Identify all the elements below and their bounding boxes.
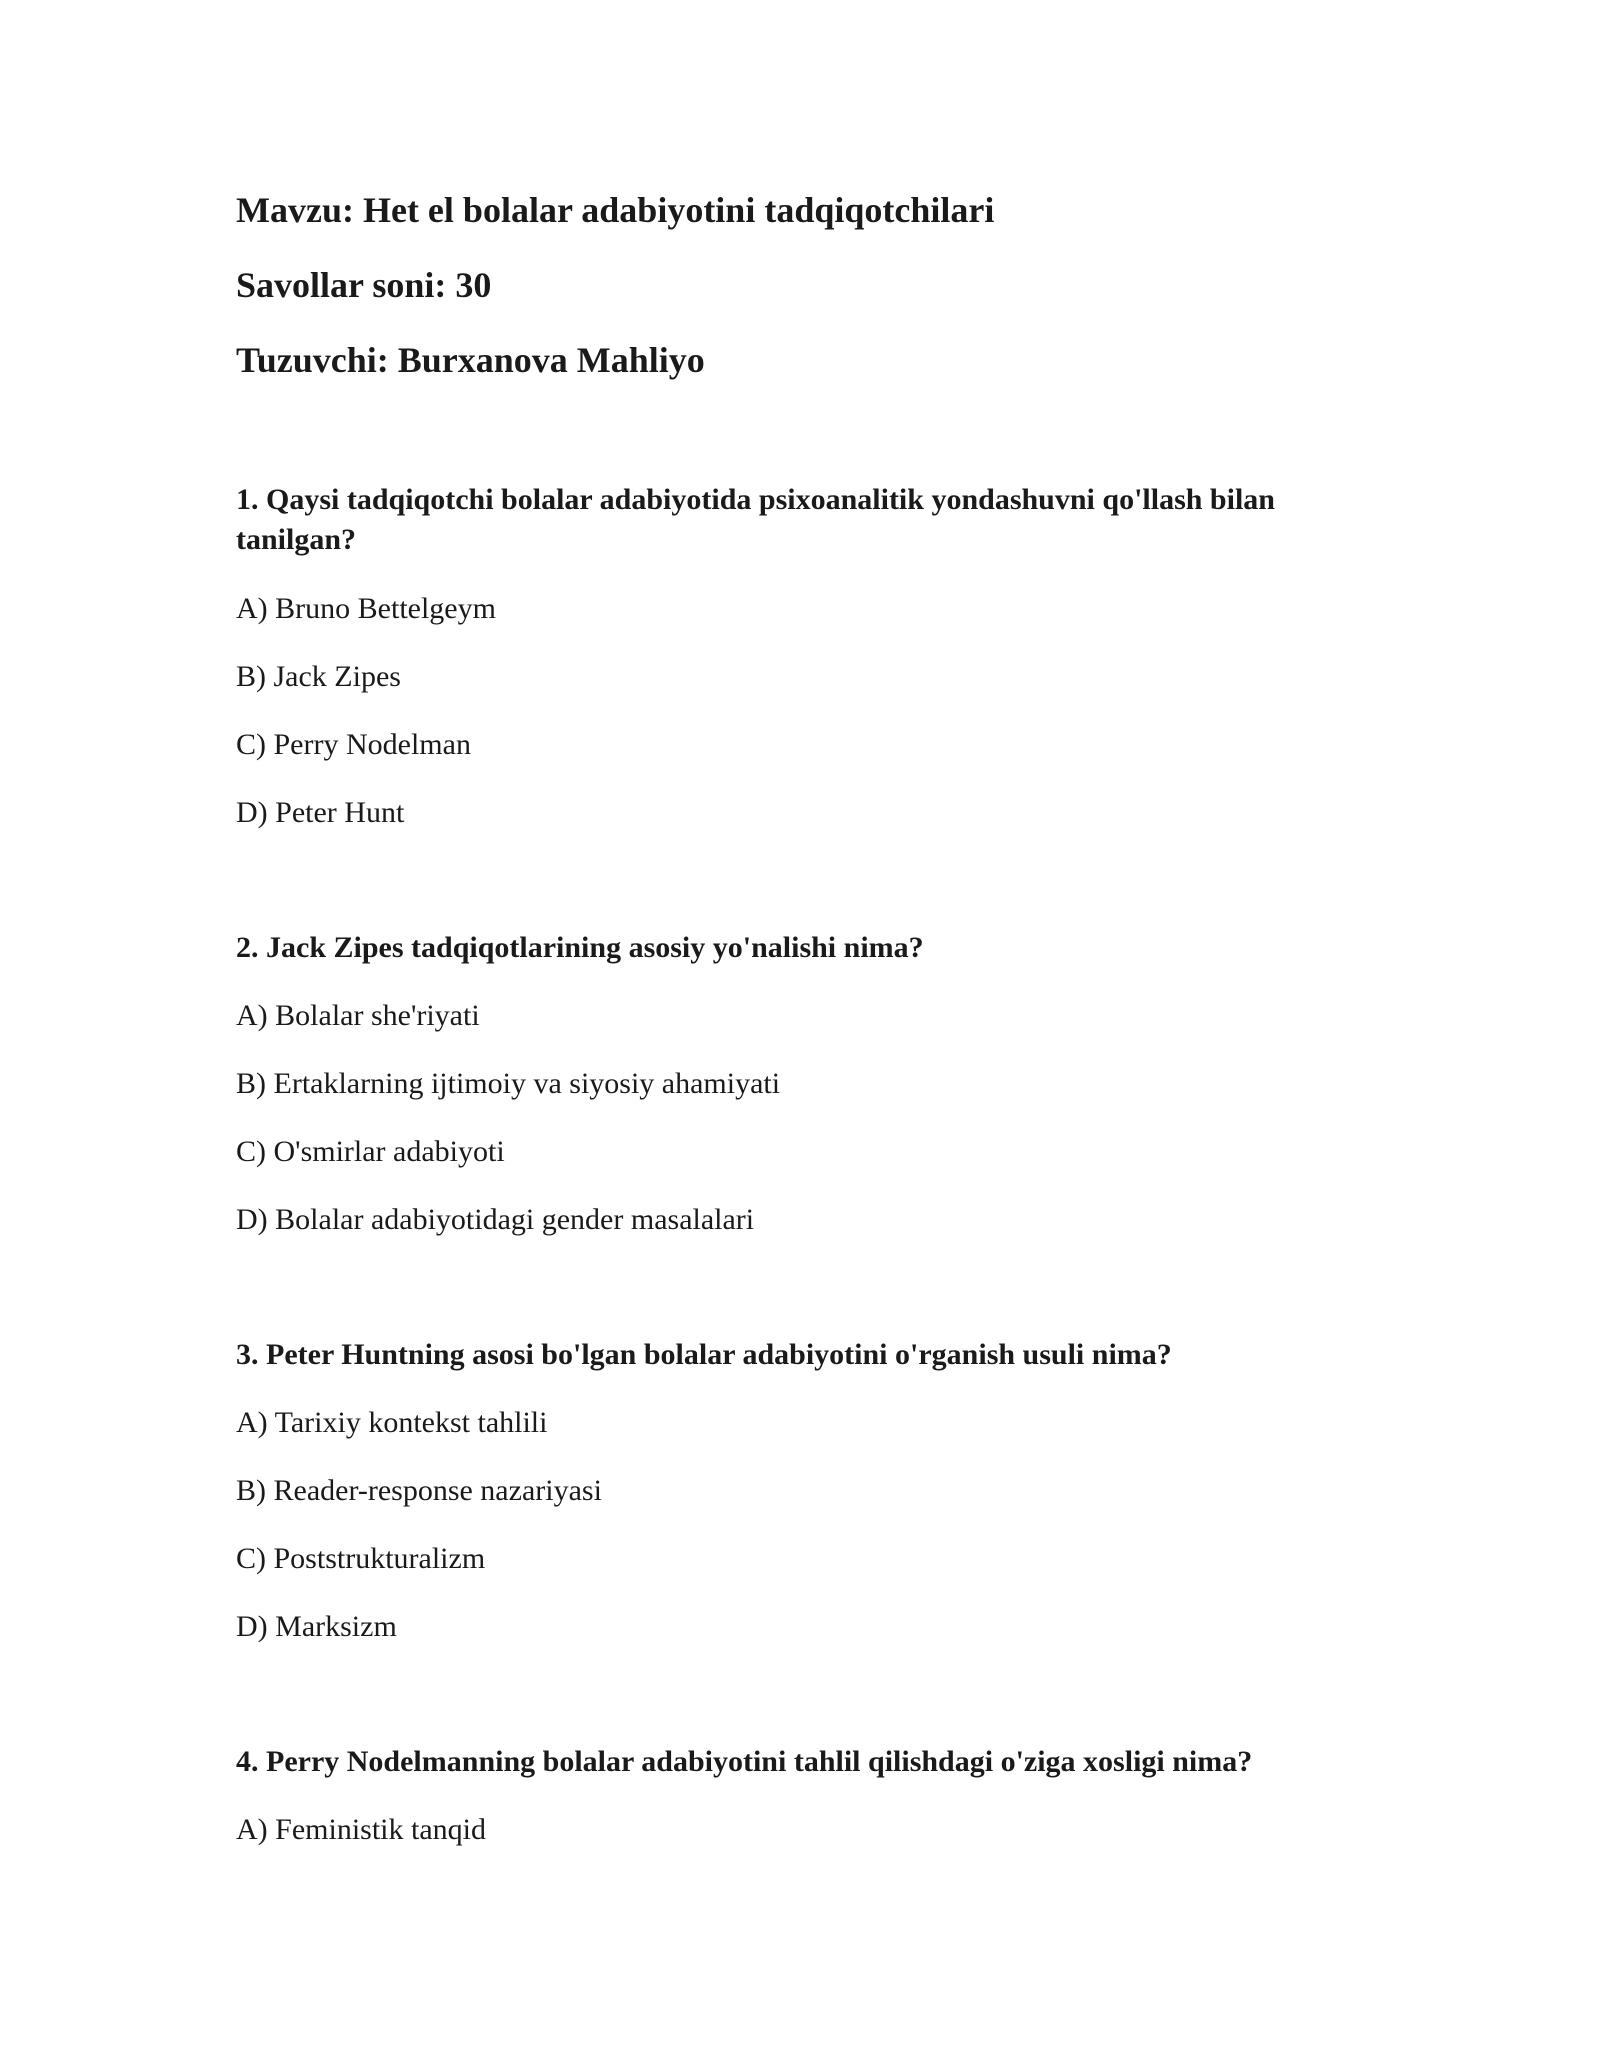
author-heading: Tuzuvchi: Burxanova Mahliyo (236, 340, 705, 380)
answer-option: B) Jack Zipes (236, 660, 401, 693)
answer-option: C) Poststrukturalizm (236, 1542, 486, 1575)
answer-option: C) O'smirlar adabiyoti (236, 1135, 505, 1168)
question-title: 1. Qaysi tadqiqotchi bolalar adabiyotida psixoanalitik yondashuvni qo'llash bilan tanilgan? (236, 483, 1275, 556)
topic-heading: Mavzu: Het el bolalar adabiyotini tadqiqotchilari (236, 190, 995, 230)
question-title: 2. Jack Zipes tadqiqotlarining asosiy yo'nalishi nima? (236, 931, 924, 964)
answer-option: D) Bolalar adabiyotidagi gender masalalari (236, 1203, 755, 1236)
question-count-heading: Savollar soni: 30 (236, 265, 492, 305)
answer-option: D) Marksizm (236, 1610, 397, 1643)
answer-option: B) Ertaklarning ijtimoiy va siyosiy ahamiyati (236, 1067, 781, 1100)
answer-option: A) Bruno Bettelgeym (236, 592, 496, 625)
answer-option: A) Tarixiy kontekst tahlili (236, 1406, 548, 1439)
answer-option: D) Peter Hunt (236, 796, 405, 829)
answer-option: C) Perry Nodelman (236, 728, 471, 761)
question-title: 3. Peter Huntning asosi bo'lgan bolalar adabiyotini o'rganish usuli nima? (236, 1338, 1172, 1371)
answer-option: A) Bolalar she'riyati (236, 999, 480, 1032)
answer-option: A) Feministik tanqid (236, 1813, 486, 1846)
question-title: 4. Perry Nodelmanning bolalar adabiyotini tahlil qilishdagi o'ziga xosligi nima? (236, 1745, 1253, 1778)
answer-option: B) Reader-response nazariyasi (236, 1474, 602, 1507)
